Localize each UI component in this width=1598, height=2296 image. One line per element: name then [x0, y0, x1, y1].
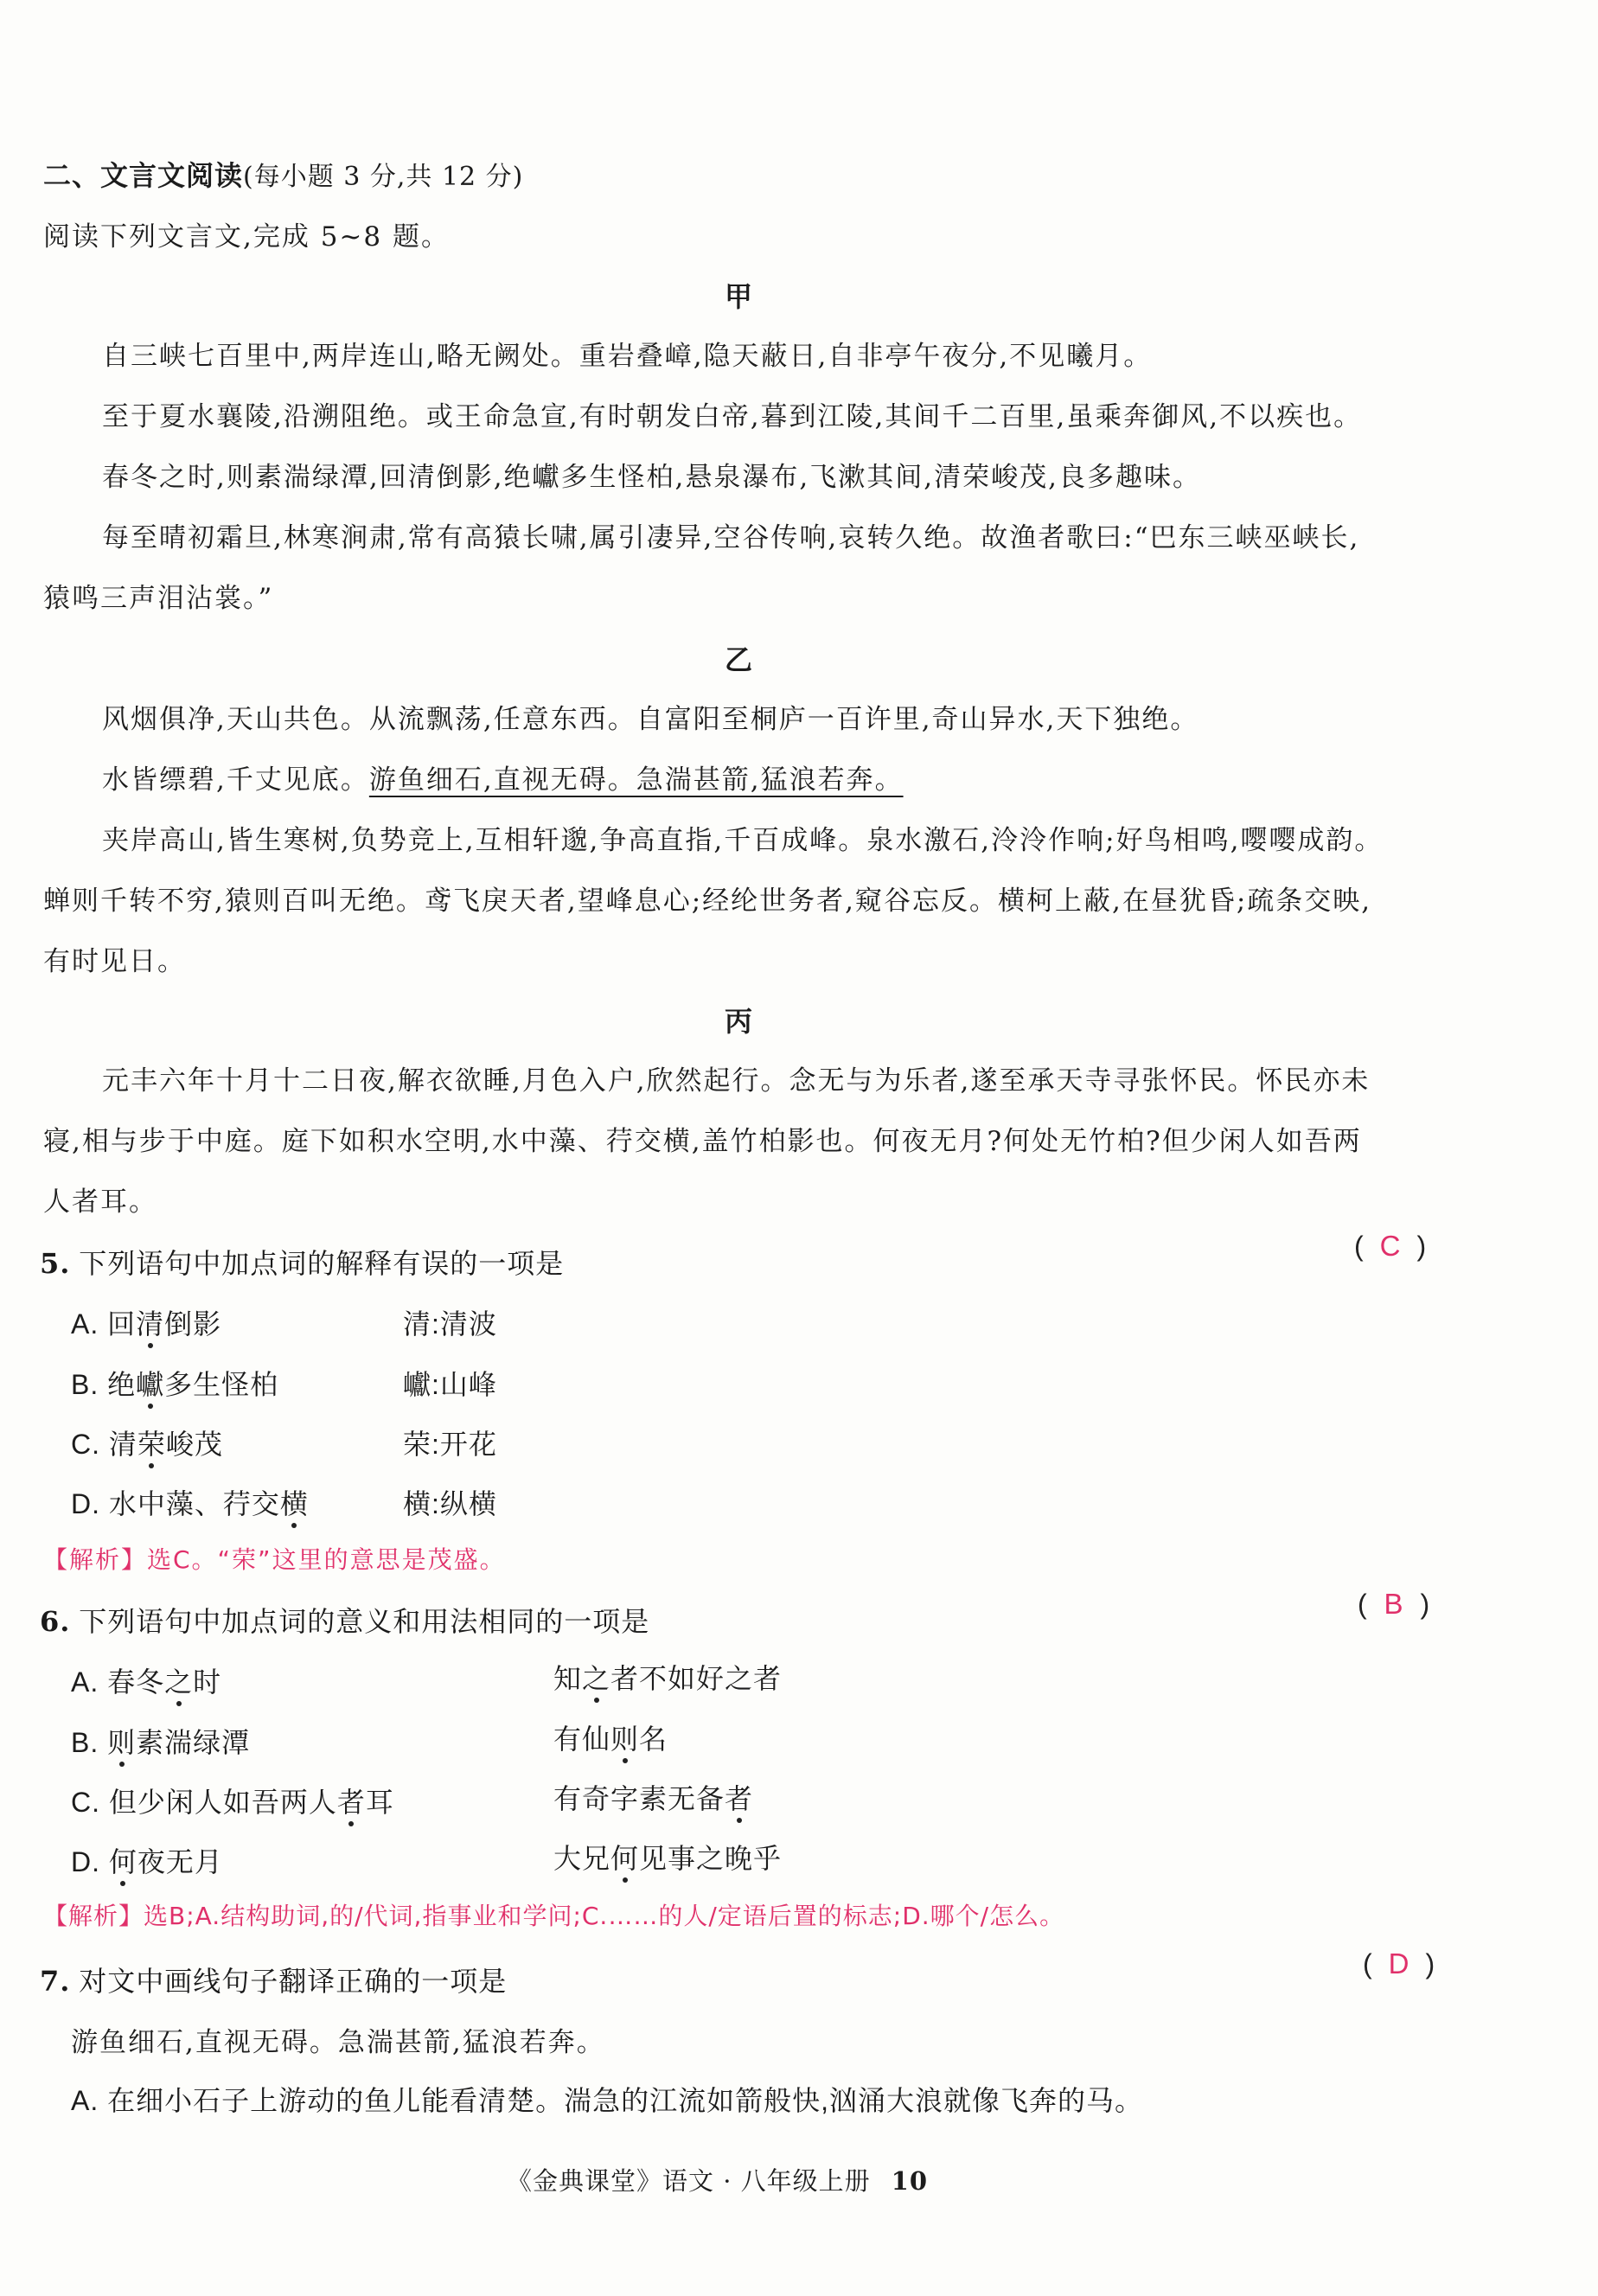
option-text: 耳	[365, 1787, 394, 1818]
section-heading	[43, 154, 523, 194]
dotted-word: 何	[610, 1843, 640, 1874]
option-d-gloss: 横:纵横	[403, 1488, 497, 1519]
option-b	[71, 1363, 278, 1403]
section-heading-text: 二、文言文阅读	[43, 159, 244, 192]
option-b-gloss: 巘:山峰	[403, 1369, 497, 1400]
option-text: 绝	[107, 1369, 137, 1400]
passage-yi-line	[102, 758, 904, 796]
passage-yi-line: 风烟俱净,天山共色。从流飘荡,任意东西。自富阳至桐庐一百许里,奇山异水,天下独绝。	[102, 704, 1199, 735]
passage-jia-line: 至于夏水襄陵,沿溯阻绝。或王命急宣,有时朝发白帝,暮到江陵,其间千二百里,虽乘奔御风,不以疾也。	[102, 401, 1363, 432]
passage-yi-line: 蝉则千转不穷,猿则百叫无绝。鸢飞戾天者,望峰息心;经纶世务者,窥谷忘反。横柯上蔽,在昼犹昏;疏条交映,	[43, 886, 1372, 917]
question-7-stem	[40, 1960, 507, 1999]
passage-jia-line: 春冬之时,则素湍绿潭,回清倒影,绝巘多生怪柏,悬泉瀑布,飞漱其间,清荣峻茂,良多趣味。	[102, 462, 1201, 493]
option-text: 倒影	[164, 1308, 222, 1340]
dotted-word: 者	[725, 1783, 754, 1814]
option-text: 水中藻、荇交	[108, 1488, 280, 1519]
question-number: 7.	[40, 1965, 71, 1998]
question-7-answer: ( D )	[1363, 1947, 1435, 1979]
dotted-word: 何	[108, 1846, 137, 1877]
option-text: 见事之晚乎	[639, 1843, 783, 1874]
option-a	[71, 1660, 221, 1700]
passage-bing-line: 元丰六年十月十二日夜,解衣欲睡,月色入户,欣然起行。念无与为乐者,遂至承天寺寻张怀民。怀民亦未	[102, 1065, 1371, 1097]
passage-bing-line: 寝,相与步于中庭。庭下如积水空明,水中藻、荇交横,盖竹柏影也。何夜无月?何处无竹柏?但少闲人如吾两	[43, 1126, 1362, 1157]
option-label: D.	[71, 1846, 100, 1877]
page-number: 10	[891, 2166, 929, 2196]
option-text: 时	[193, 1666, 222, 1698]
passage-yi-line: 夹岸高山,皆生寒树,负势竞上,互相轩邈,争高直指,千百成峰。泉水激石,泠泠作响;好鸟相鸣,嘤嘤成韵。	[102, 825, 1384, 856]
option-label: C.	[71, 1787, 100, 1818]
answer-letter: D	[1388, 1947, 1409, 1979]
option-text: 峻茂	[165, 1429, 223, 1460]
option-a-compare	[553, 1657, 782, 1697]
passage-bing-line: 人者耳。	[43, 1186, 157, 1218]
question-number: 6.	[40, 1605, 71, 1638]
option-text: 回	[107, 1308, 137, 1340]
option-label: B.	[71, 1369, 99, 1400]
option-a	[71, 1302, 221, 1342]
dotted-word: 者	[336, 1787, 366, 1818]
passage-jia-title: 甲	[725, 280, 753, 313]
passage-yi-plain-text: 水皆缥碧,千丈见底。	[102, 764, 369, 796]
dotted-word: 之	[164, 1666, 194, 1698]
option-text: 清	[108, 1429, 137, 1460]
option-d	[71, 1482, 309, 1522]
option-c	[71, 1423, 223, 1462]
option-text: 知	[553, 1663, 583, 1694]
dotted-word: 则	[610, 1724, 640, 1755]
option-label: C.	[71, 1429, 100, 1460]
option-text: 有仙	[553, 1724, 611, 1755]
option-text: 素湍绿潭	[136, 1727, 251, 1758]
option-text: 春冬	[107, 1666, 165, 1698]
option-text: 有奇字素无备	[553, 1783, 725, 1814]
option-a: A. 在细小石子上游动的鱼儿能看清楚。湍急的江流如箭般快,汹涌大浪就像飞奔的马。	[71, 2085, 1144, 2116]
option-text: 夜无月	[137, 1846, 223, 1877]
option-text: 大兄	[553, 1843, 611, 1874]
section-heading-note: (每小题 3 分,共 12 分)	[243, 162, 524, 192]
answer-letter: B	[1384, 1588, 1403, 1620]
page-footer	[507, 2162, 928, 2197]
passage-jia-line: 每至晴初霜旦,林寒涧肃,常有高猿长啸,属引凄异,空谷传响,哀转久绝。故渔者歌曰:“巴东三峡巫峡长,	[102, 522, 1360, 553]
option-c-gloss: 荣:开花	[403, 1429, 497, 1460]
dotted-word: 清	[136, 1308, 165, 1340]
question-stem-text: 下列语句中加点词的解释有误的一项是	[79, 1248, 565, 1279]
dotted-word: 之	[582, 1663, 611, 1694]
option-text: 但少闲人如吾两人	[108, 1787, 337, 1818]
question-5-stem	[40, 1242, 564, 1282]
passage-jia-line: 猿鸣三声泪沾裳。”	[43, 583, 274, 614]
question-7-quote: 游鱼细石,直视无碍。急湍甚箭,猛浪若奔。	[71, 2027, 605, 2058]
option-c	[71, 1781, 394, 1820]
dotted-word: 荣	[137, 1429, 166, 1460]
question-number: 5.	[40, 1247, 71, 1280]
passage-yi-line: 有时见日。	[43, 946, 186, 977]
passage-yi-title: 乙	[725, 643, 753, 676]
option-label: B.	[71, 1727, 99, 1758]
option-c-compare	[553, 1777, 753, 1817]
question-6-answer: ( B )	[1358, 1588, 1430, 1620]
option-text: 名	[639, 1724, 668, 1755]
option-b	[71, 1721, 250, 1761]
question-6-stem	[40, 1600, 649, 1640]
option-label: A.	[71, 1308, 99, 1340]
option-text: 多生怪柏	[164, 1369, 279, 1400]
passage-bing-title: 丙	[725, 1005, 753, 1038]
question-stem-text: 对文中画线句子翻译正确的一项是	[79, 1966, 508, 1997]
answer-letter: C	[1379, 1230, 1401, 1262]
option-label: D.	[71, 1488, 100, 1519]
passage-jia-line: 自三峡七百里中,两岸连山,略无阙处。重岩叠嶂,隐天蔽日,自非亭午夜分,不见曦月。	[102, 341, 1153, 372]
question-5-answer: ( C )	[1354, 1230, 1427, 1262]
option-d	[71, 1840, 223, 1880]
dotted-word: 巘	[136, 1369, 165, 1400]
option-a-gloss: 清:清波	[403, 1308, 497, 1340]
dotted-word: 则	[107, 1727, 137, 1758]
underlined-sentence: 游鱼细石,直视无碍。急湍甚箭,猛浪若奔。	[368, 764, 904, 796]
question-stem-text: 下列语句中加点词的意义和用法相同的一项是	[79, 1606, 650, 1637]
question-6-analysis: 【解析】选B;A.结构助词,的/代词,指事业和学问;C.……的人/定语后置的标志;D.哪个/怎么。	[43, 1902, 1065, 1930]
option-d-compare	[553, 1837, 782, 1877]
option-label: A.	[71, 1666, 99, 1698]
dotted-word: 横	[279, 1488, 309, 1519]
footer-title: 《金典课堂》语文 · 八年级上册	[507, 2166, 871, 2196]
option-b-compare	[553, 1717, 668, 1757]
option-text: 者不如好之者	[610, 1663, 783, 1694]
reading-instruction: 阅读下列文言文,完成 5~8 题。	[43, 221, 450, 253]
question-5-analysis: 【解析】选C。“荣”这里的意思是茂盛。	[43, 1545, 506, 1574]
